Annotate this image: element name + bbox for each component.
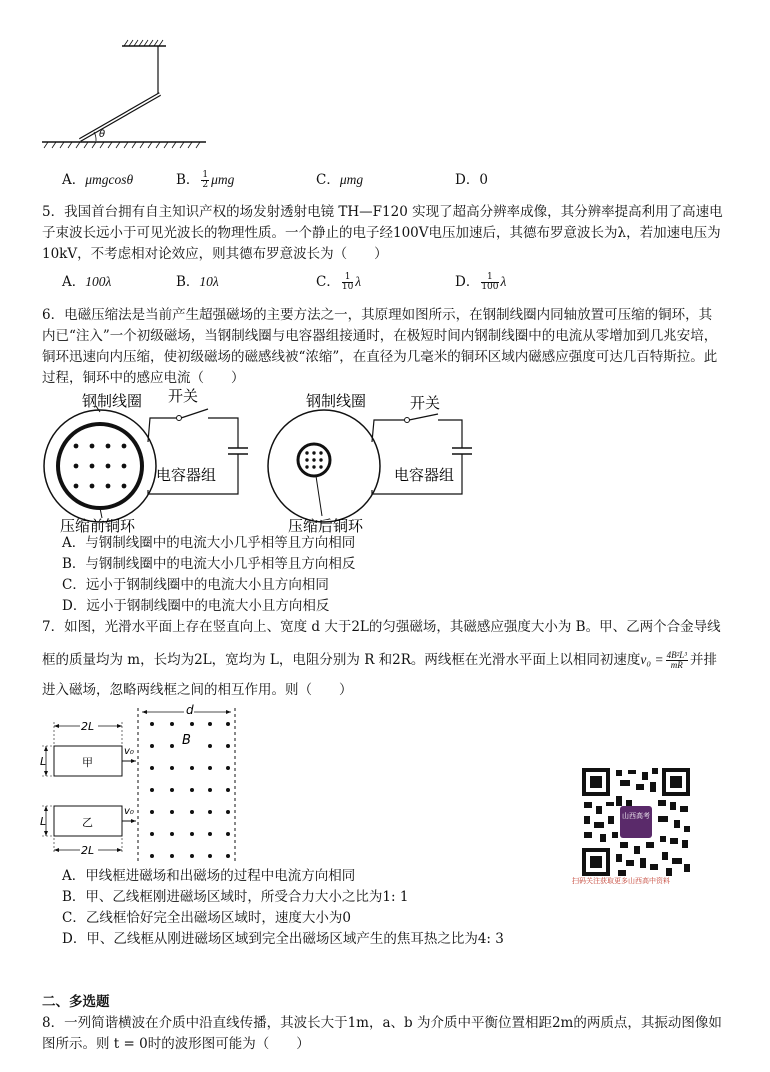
- q7-text-line3: 进入磁场，忽略两线框之间的相互作用。则（ ）: [42, 682, 353, 698]
- q6-text-line1: 6．电磁压缩法是当前产生超强磁场的主要方法之一，其原理如图所示，在钢制线圈内同轴放置可压缩的铜环，其: [42, 307, 713, 323]
- q7-option-a[interactable]: A．甲线框进磁场和出磁场的过程中电流方向相同: [62, 868, 356, 884]
- frame-yi-label: 乙: [82, 816, 93, 829]
- q5-option-b[interactable]: B．10λ: [176, 274, 219, 290]
- capacitor-label-left: 电容器组: [156, 466, 217, 484]
- qr-code-icon: [580, 766, 692, 878]
- q7-figure: [38, 702, 248, 866]
- qr-code[interactable]: [580, 766, 692, 878]
- copper-ring-before: [58, 424, 142, 508]
- q6-text-line3: 铜环迅速向内压缩，使初级磁场的磁感线被“浓缩”，在直径为几毫米的铜环区域内磁感应强度可达几百特斯拉。此: [42, 349, 718, 365]
- qr-caption: 扫码关注获取更多山西高中资料: [572, 877, 670, 885]
- q5-option-d[interactable]: D． $\frac{1}{100}$ λ: [455, 272, 507, 292]
- q7-text-line2: 框的质量均为 m，长均为2L，宽均为 L，电阻分别为 R 和2R。两线框在光滑水平面上以相同初速度v₀ = $\frac{\text{4B²L³}}{mR}$ 并排: [42, 650, 717, 670]
- len-label-bottom: 2L: [81, 844, 95, 857]
- q7-option-d[interactable]: D．甲、乙线框从刚进磁场区域到完全出磁场区域产生的焦耳热之比为4: 3: [62, 931, 504, 947]
- q7-option-c[interactable]: C．乙线框恰好完全出磁场区域时，速度大小为0: [62, 910, 351, 926]
- capacitor-label-right: 电容器组: [394, 466, 455, 484]
- d-label: d: [186, 703, 194, 717]
- q5-option-c[interactable]: C． $\frac{1}{10}$ λ: [316, 272, 362, 292]
- q5-text-line1: 5．我国首台拥有自主知识产权的场发射透射电镜 TH—F120 实现了超高分辨率成像，其分辨率提高利用了高速电: [42, 204, 723, 220]
- switch-label-left: 开关: [168, 387, 199, 405]
- width-label-bottom: L: [40, 815, 47, 828]
- after-label: 压缩后铜环: [288, 517, 364, 535]
- q6-option-c[interactable]: C．远小于钢制线圈中的电流大小且方向相同: [62, 577, 329, 593]
- q6-option-a[interactable]: A．与钢制线圈中的电流大小几乎相等且方向相同: [62, 535, 356, 551]
- q7-text-line1: 7．如图，光滑水平面上存在竖直向上、宽度 d 大于2L的匀强磁场，其磁感应强度大小为 B。甲、乙两个合金导线: [42, 619, 721, 635]
- q4-option-a[interactable]: A．μmgcosθ: [62, 172, 134, 188]
- qr-center-label: 山西高考: [622, 812, 650, 820]
- q6-option-b[interactable]: B．与钢制线圈中的电流大小几乎相等且方向相反: [62, 556, 356, 572]
- q7-option-b[interactable]: B．甲、乙线框刚进磁场区域时，所受合力大小之比为1: 1: [62, 889, 409, 905]
- q5-text-line2: 子束波长远小于可见光波长的物理性质。一个静止的电子经100V电压加速后，其德布罗意波长为λ，若加速电压为: [42, 225, 721, 241]
- v0-label-top: v₀: [124, 746, 134, 757]
- q6-figure: [38, 386, 488, 536]
- q6-option-d[interactable]: D．远小于钢制线圈中的电流大小且方向相反: [62, 598, 330, 614]
- frame-jia-label: 甲: [82, 756, 93, 769]
- q8-text-line1: 8．一列简谐横波在介质中沿直线传播，其波长大于1m，a、b 为介质中平衡位置相距2m的两质点，其振动图像如: [42, 1015, 722, 1031]
- q6-text-line2: 内已“注入”一个初级磁场，当钢制线圈与电容器组接通时，在极短时间内钢制线圈中的电流从零增加到几兆安培，: [42, 328, 718, 344]
- section-title-multi-choice: 二、多选题: [42, 994, 110, 1010]
- v0-label-bottom: v₀: [124, 806, 134, 817]
- theta-label: θ: [99, 129, 106, 140]
- b-label: B: [182, 733, 191, 748]
- q4-option-d[interactable]: D．0: [455, 172, 488, 188]
- q4-option-b[interactable]: B． $\frac{1}{2}$ μmg: [176, 170, 235, 190]
- width-label-top: L: [40, 755, 47, 768]
- switch-label-right: 开关: [410, 394, 441, 412]
- q6-text-line4: 过程，铜环中的感应电流（ ）: [42, 370, 245, 386]
- q8-text-line2: 图所示。则 t = 0时的波形图可能为（ ）: [42, 1036, 310, 1052]
- q4-option-c[interactable]: C．μmg: [316, 172, 364, 188]
- coil-label-left: 钢制线圈: [82, 392, 143, 410]
- q5-option-a[interactable]: A．100λ: [62, 274, 112, 290]
- len-label-top: 2L: [81, 720, 95, 733]
- coil-right: [268, 410, 380, 522]
- before-label: 压缩前铜环: [60, 517, 136, 535]
- q5-text-line3: 10kV，不考虑相对论效应，则其德布罗意波长为（ ）: [42, 246, 388, 262]
- q4-figure: [40, 38, 240, 156]
- coil-label-right: 钢制线圈: [306, 392, 367, 410]
- coil-left: [44, 410, 156, 522]
